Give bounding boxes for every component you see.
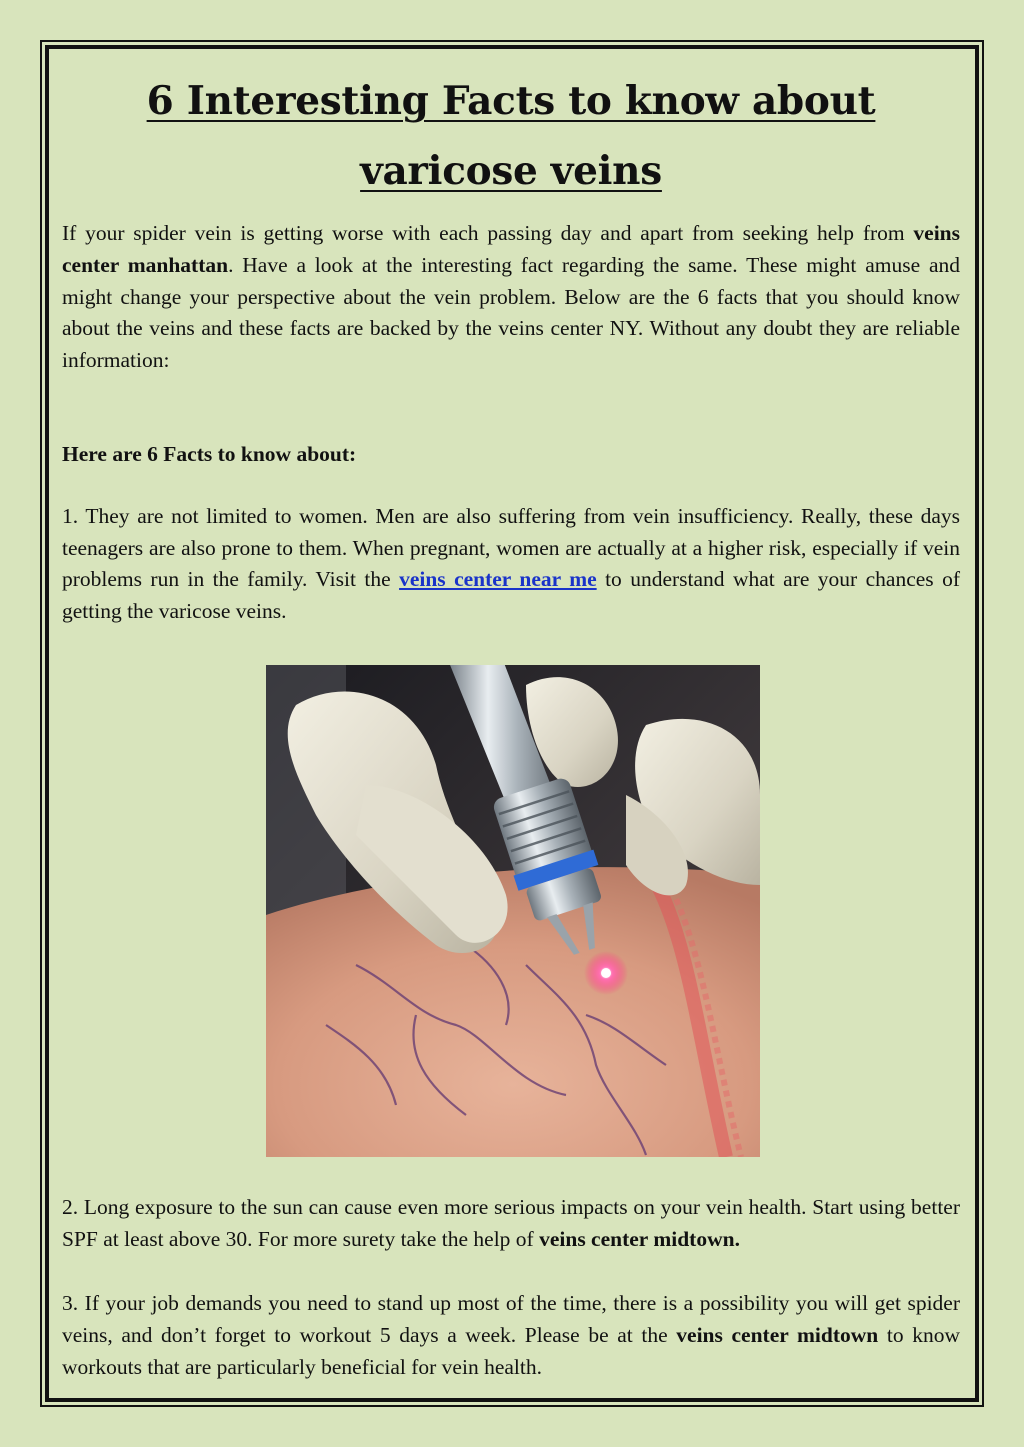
facts-subheading: Here are 6 Facts to know about: [62,441,357,466]
intro-text-2: . Have a look at the interesting fact regarding the same. These might amuse and might change your perspective about the vein problem. Below are the 6 facts that you should know about the veins and these facts are backed by the veins center NY. Without any doubt they are reliable information: [62,252,960,373]
fact-1-paragraph [62,501,960,628]
fact-3-text-1: 3. If your job demands you need to stand up most of the time, there is a possibility you will get spider veins, and don’t forget to workout 5 days a week. Please be at the [62,1291,960,1347]
fact-2-text-1: 2. Long exposure to the sun can cause even more serious impacts on your vein health. Start using better SPF at least above 30. For more surety take the help of [62,1195,960,1251]
fact-3-paragraph [62,1288,960,1383]
intro-bold-keyword: veins center manhattan [62,221,960,277]
page-title: 6 Interesting Facts to know about varicose veins [146,78,876,194]
document-body [62,66,960,1379]
fact-1-text-2: to understand what are your chances of getting the varicose veins. [62,567,960,624]
fact-2-paragraph [62,1192,960,1256]
intro-text-1: If your spider vein is getting worse with each passing day and apart from seeking help from [62,221,914,245]
fact-3-text-2: to know workouts that are particularly beneficial for vein health. [62,1322,960,1379]
veins-center-near-me-link[interactable]: veins center near me [399,567,597,592]
fact-1-text-1: 1. They are not limited to women. Men are also suffering from vein insufficiency. Really, these days teenagers are also prone to them. When pregnant, women are actually at a higher risk, especially if vein problems run in the family. Visit the [62,503,960,592]
fact-2-bold-keyword: veins center midtown. [539,1226,740,1251]
intro-paragraph [62,218,960,377]
fact-3-bold-keyword: veins center midtown [676,1322,879,1347]
laser-vein-treatment-photo [266,665,760,1157]
